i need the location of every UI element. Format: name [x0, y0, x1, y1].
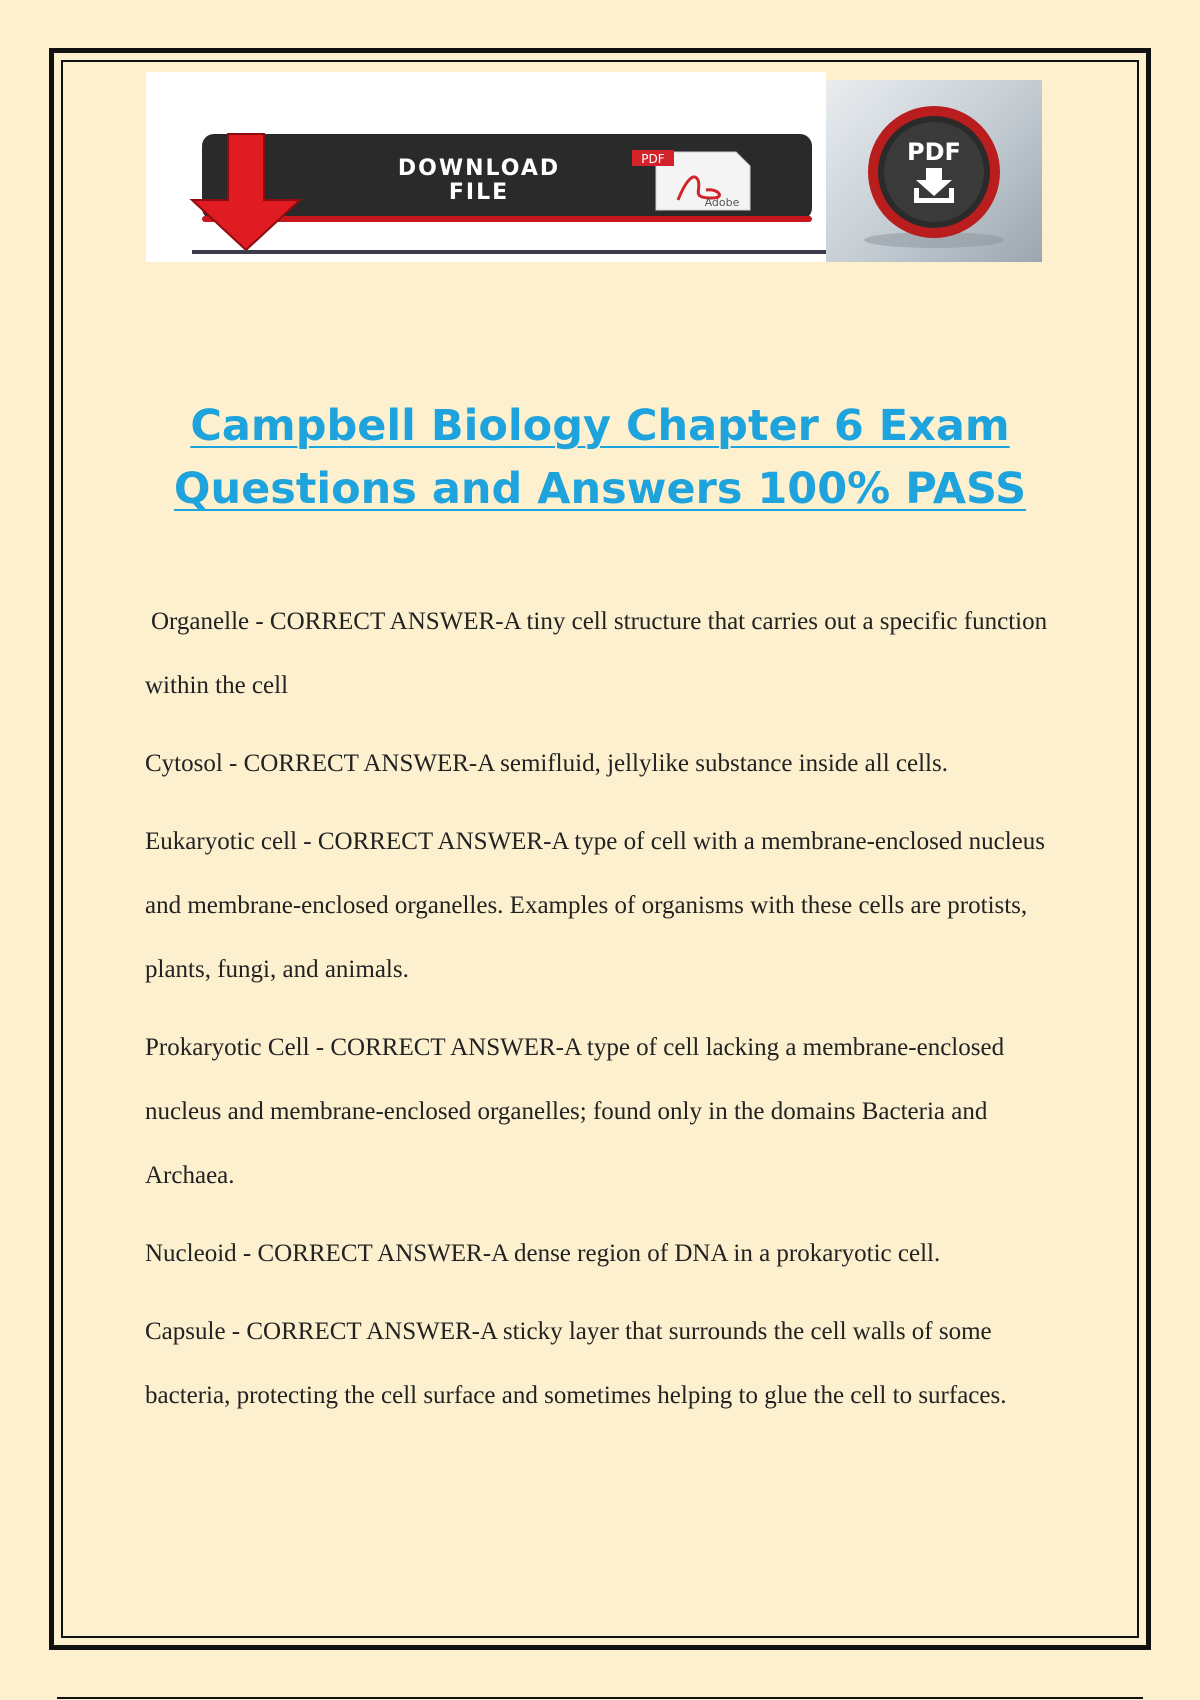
qa-entry-organelle: Organelle - CORRECT ANSWER-A tiny cell structure that carries out a specific function within the cell: [145, 608, 1048, 699]
banner-underline: [192, 250, 826, 254]
page-title[interactable]: [100, 395, 1100, 521]
pdf-download-icon: [826, 80, 1042, 262]
download-file-svg: [146, 72, 826, 262]
qa-entry-nucleoid: Nucleoid - CORRECT ANSWER-A dense region of DNA in a prokaryotic cell.: [145, 1240, 941, 1267]
qa-entry-prokaryotic-cell: Prokaryotic Cell - CORRECT ANSWER-A type of cell lacking a membrane-enclosed nucleus and membrane-enclosed organelles; found only in the domains Bacteria and Archaea.: [145, 1034, 1005, 1189]
pdf-download-button[interactable]: [826, 80, 1042, 262]
pdf-button-label: PDF: [907, 138, 961, 166]
qa-entry-eukaryotic-cell: Eukaryotic cell - CORRECT ANSWER-A type of cell with a membrane-enclosed nucleus and membrane-enclosed organelles. Examples of organisms with these cells are protists, plants, fungi, and animals.: [145, 828, 1046, 983]
page-title-line1[interactable]: Campbell Biology Chapter 6 Exam: [190, 401, 1010, 451]
page-title-line2[interactable]: Questions and Answers 100% PASS: [173, 464, 1027, 514]
download-file-graphic[interactable]: [146, 72, 826, 262]
adobe-label: Adobe: [704, 196, 740, 209]
qa-entry-capsule: Capsule - CORRECT ANSWER-A sticky layer that surrounds the cell walls of some bacteria, protecting the cell surface and sometimes helping to glue the cell to surfaces.: [145, 1318, 1007, 1409]
footer-divider: [57, 1697, 1143, 1699]
download-text-line1: DOWNLOAD: [397, 156, 561, 181]
qa-list: [145, 590, 1060, 1442]
download-bar-accent: [202, 216, 812, 222]
qa-entry-cytosol: Cytosol - CORRECT ANSWER-A semifluid, jellylike substance inside all cells.: [145, 750, 948, 777]
download-banner[interactable]: [146, 72, 1042, 262]
pdf-tag-label: PDF: [641, 152, 665, 166]
download-text-line2: FILE: [448, 180, 510, 205]
